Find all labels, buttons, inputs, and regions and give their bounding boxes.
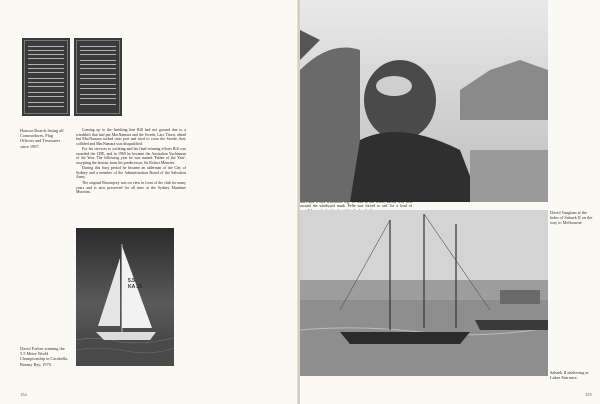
left-body-text (76, 128, 186, 196)
sail-number: 5.5 KA 25 (128, 278, 142, 290)
paragraph: Coming up to the finishing line Bill had not ground due to a windshift that had put MacNamara and the Swede, Lars Thorn, ahead but MacNamara tacked onto port and tried to cross the Swede, they collided and MacNamara was disqualified. (76, 128, 186, 146)
portrait-illustration (300, 0, 548, 202)
paragraph: around the windward mark. Pelle was forced to sail 'for a load of (300, 204, 412, 209)
page-number-left: 154 (20, 392, 27, 397)
honour-board-photo-2 (74, 38, 122, 116)
harbour-caption: Sabaek II sheltering at Lakes Entrance. (550, 370, 589, 381)
portrait-caption: David Vaughan at the helm of Sabaek II on the way to Melbourne. (550, 210, 593, 226)
honour-board-caption: Honour Boards listing all Commodores, Flag Officers and Treasurers since 1907. (20, 128, 64, 149)
harbour-illustration (300, 210, 548, 376)
paragraph: The original Barranjoey was on view in front of the club for many years and is now preserved for all time at the Sydney Maritime Museum. (76, 181, 186, 195)
helmsman-portrait-photo (300, 0, 548, 202)
page-number-right: 155 (585, 392, 592, 397)
left-page (0, 0, 298, 404)
honour-board-photo (22, 38, 70, 116)
yacht-caption: David Forbes winning the 5.5 Metre World Championship in Carabella, Botany Bay, 1970. (20, 346, 69, 367)
paragraph: During this busy period he became an alderman of the City of Sydney and a member of the Administration Board of the Salvation Army. (76, 166, 186, 180)
yacht-photo (76, 228, 174, 366)
yacht-illustration (76, 228, 174, 366)
paragraph: For his services to yachting and his final-winning efforts Bill was awarded the CBE, and in 1969 he became the Australian Yachtsman of the Year. The following year he was named 'Father of the Year', accepting the honour from his predecessor, Sir Robert Menzies. (76, 147, 186, 165)
harbour-photo (300, 210, 548, 376)
